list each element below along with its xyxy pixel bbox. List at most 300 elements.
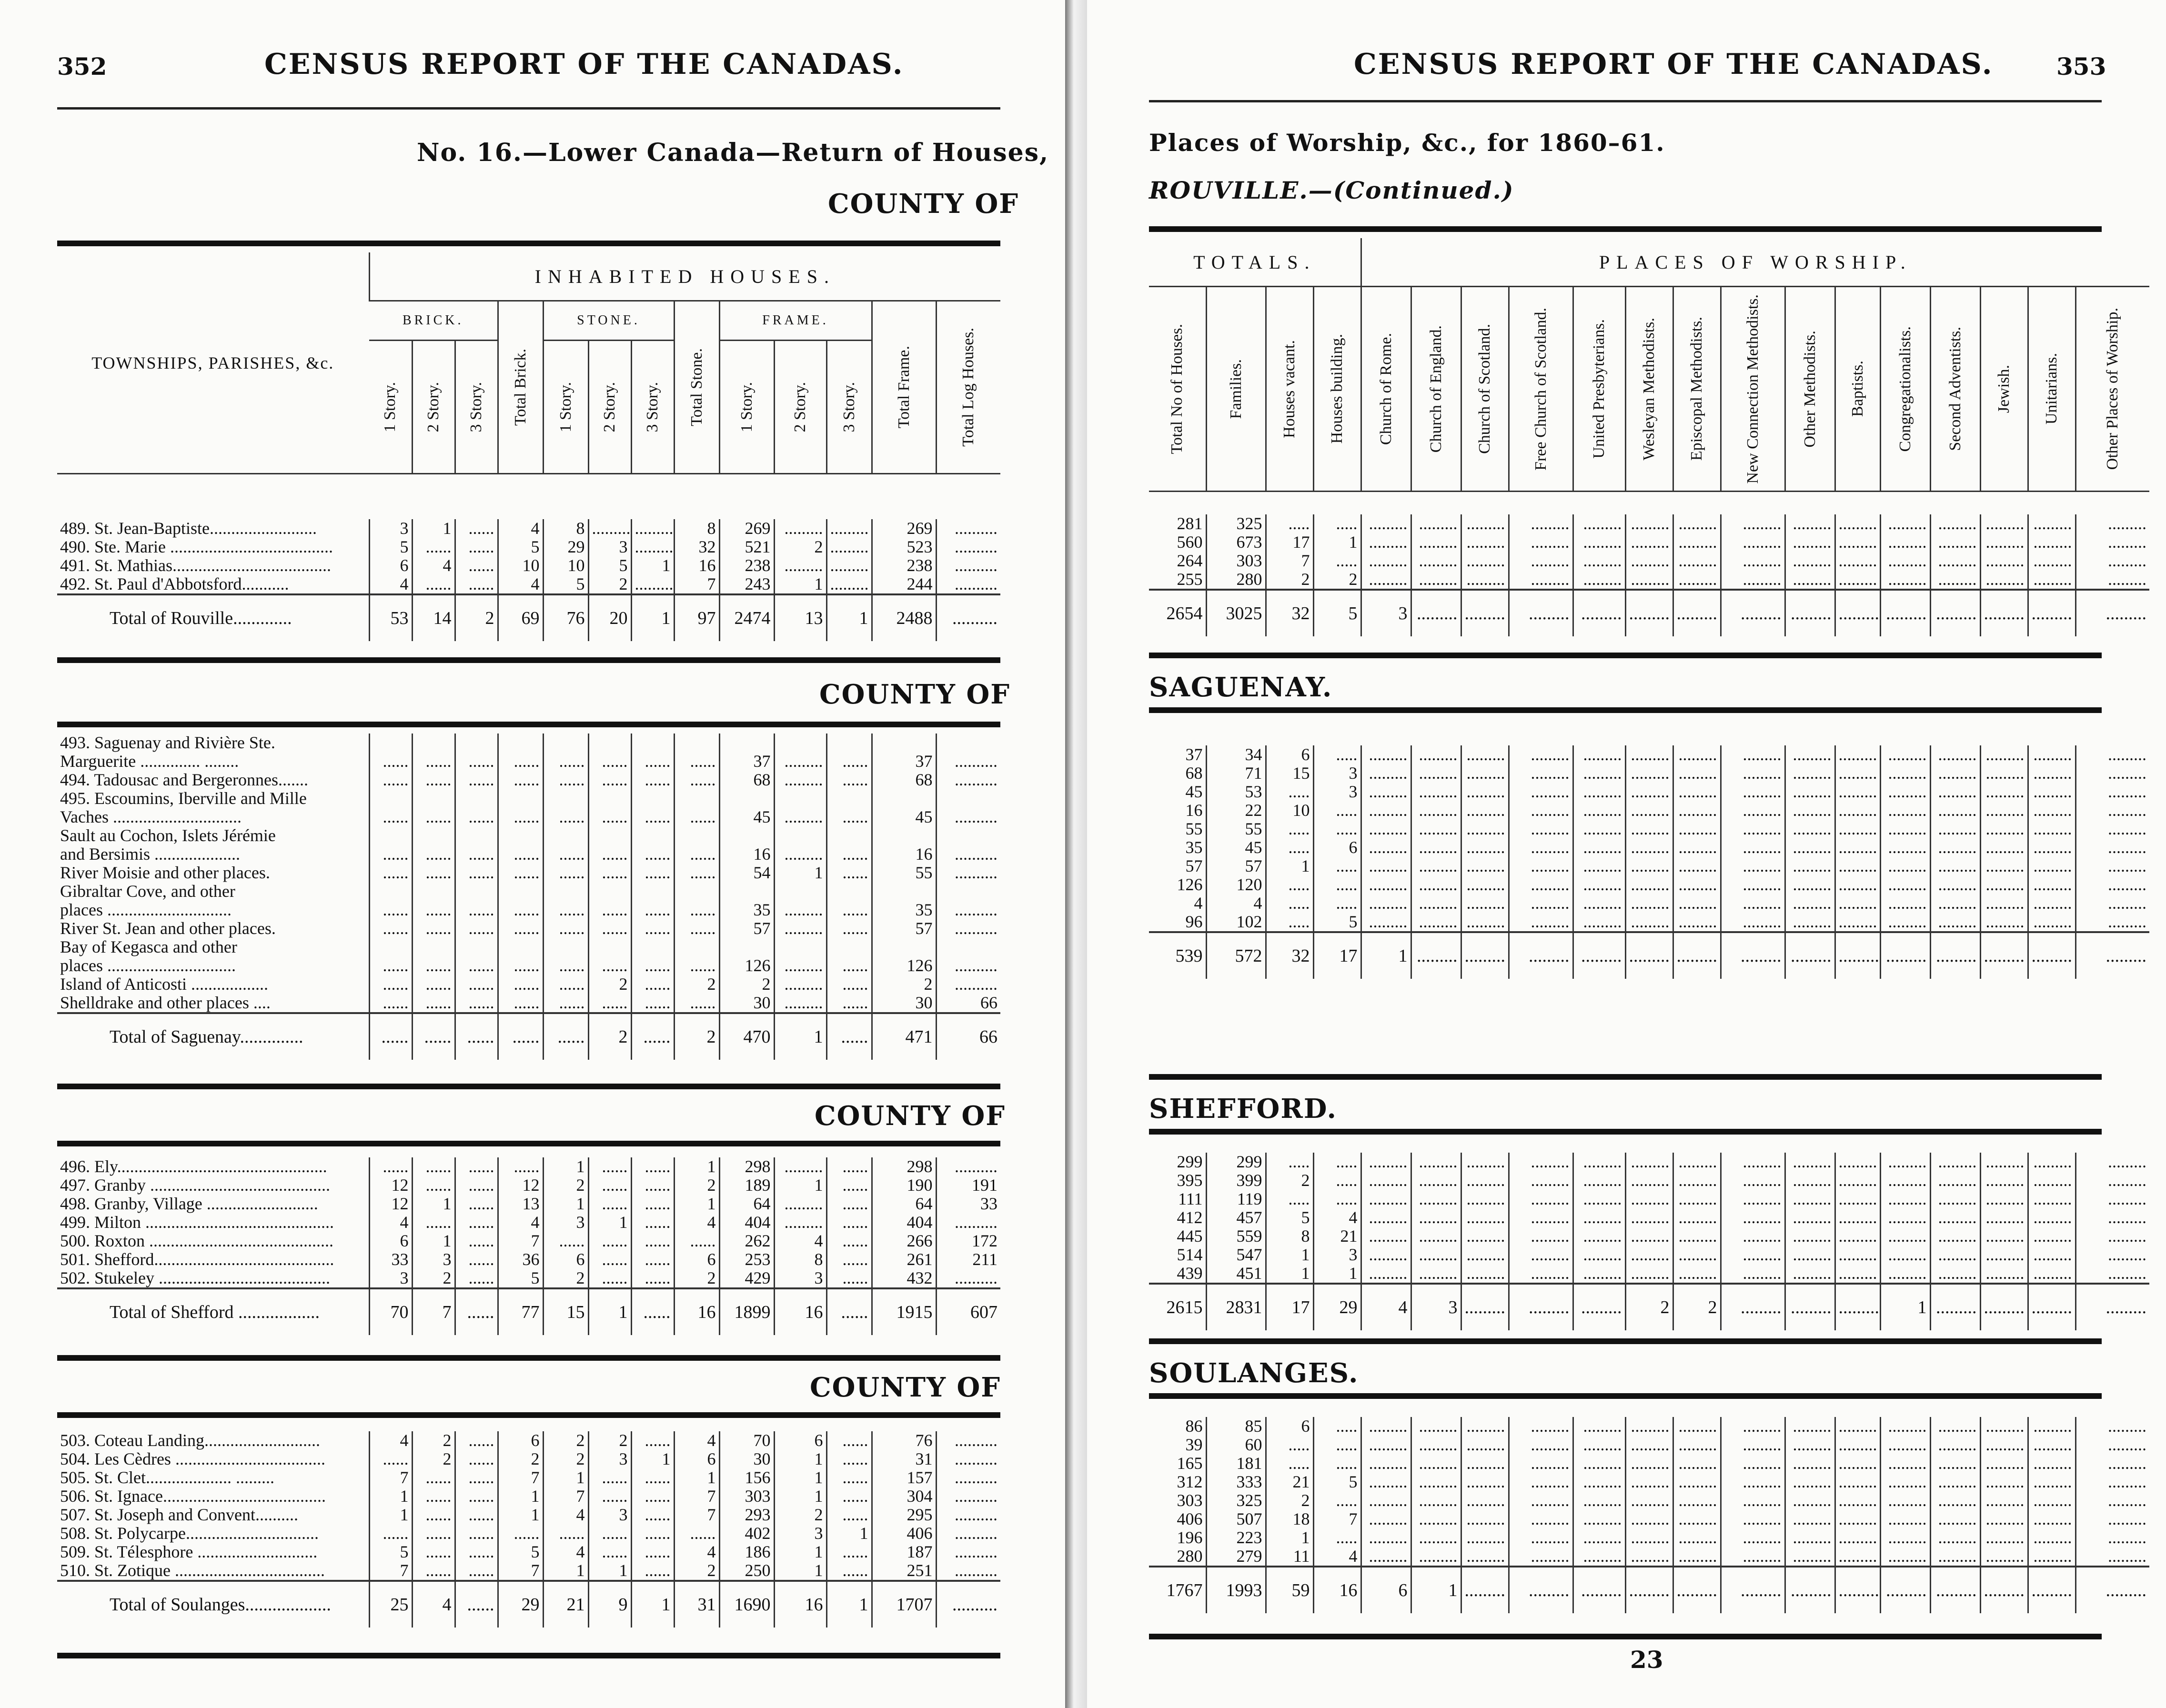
cell: 250 [719, 1561, 774, 1581]
empty-cell: ......... [2075, 1246, 2149, 1264]
empty-cell: ......... [1835, 1153, 1880, 1171]
frame-3-story-header: 3 Story. [840, 382, 858, 432]
empty-cell: ......... [2075, 932, 2149, 979]
empty-cell: ......... [1625, 1528, 1673, 1547]
cell: ...... [455, 1157, 498, 1176]
cell: .......... [936, 1487, 1000, 1506]
cell: 1 [498, 1487, 543, 1506]
block-rule [57, 1141, 1000, 1146]
empty-cell: ......... [1835, 1491, 1880, 1510]
empty-cell: ......... [1785, 1473, 1835, 1491]
places-of-worship-header: PLACES OF WORSHIP. [1361, 238, 2149, 287]
cell: ..... [1313, 820, 1361, 838]
empty-cell: ......... [1673, 1510, 1721, 1528]
empty-cell: ......... [1980, 1190, 2028, 1208]
cell [826, 789, 872, 808]
cell: 5 [1266, 1208, 1313, 1227]
empty-cell: ......... [1673, 894, 1721, 913]
empty-cell: ......... [1673, 764, 1721, 783]
cell: 1 [369, 1487, 412, 1506]
total-cell: 1 [588, 1288, 631, 1335]
empty-cell: ......... [1721, 764, 1785, 783]
row-label: River St. Jean and other places. [60, 919, 276, 938]
cell: ...... [412, 1543, 455, 1561]
empty-cell: ......... [1361, 801, 1411, 820]
cell: 7 [1266, 552, 1313, 570]
empty-cell: ......... [2028, 894, 2075, 913]
cell: 1 [1266, 1246, 1313, 1264]
empty-cell: ......... [1411, 533, 1461, 552]
total-cell: 2615 [1149, 1284, 1206, 1330]
cell: 5 [369, 1543, 412, 1561]
empty-cell: ......... [1785, 1246, 1835, 1264]
empty-cell: ......... [1835, 1246, 1880, 1264]
cell: 29 [543, 538, 588, 556]
total-cell: .......... [936, 594, 1000, 641]
cell: 1 [631, 1450, 674, 1468]
empty-cell: ......... [1625, 1567, 1673, 1613]
table-row [1149, 838, 2149, 857]
cell: ...... [412, 1561, 455, 1581]
table-row [57, 1176, 1000, 1195]
empty-cell: ......... [1573, 745, 1625, 764]
cell: ...... [826, 1543, 872, 1561]
row-label: Marguerite .............. ........ [60, 752, 239, 771]
empty-cell: ......... [1930, 1473, 1980, 1491]
cell: 445 [1177, 1227, 1203, 1246]
table-row [57, 1524, 1000, 1543]
page-number-left: 352 [57, 52, 107, 80]
row-label: 509. St. Télesphore ............................ [60, 1543, 318, 1561]
cell: 186 [719, 1543, 774, 1561]
cell [412, 882, 455, 901]
cell: 35 [872, 901, 936, 919]
cell: ...... [674, 771, 719, 789]
total-cell: ...... [369, 1013, 412, 1060]
empty-cell: ......... [1411, 820, 1461, 838]
table-row [1149, 1190, 2149, 1208]
cell: 261 [872, 1250, 936, 1269]
empty-cell: ......... [1411, 1153, 1461, 1171]
total-cell: 69 [498, 594, 543, 641]
cell: 6 [674, 1450, 719, 1468]
cell: 10 [1266, 801, 1313, 820]
cell: ...... [826, 1250, 872, 1269]
table-row [57, 789, 1000, 808]
empty-cell: ......... [1721, 1171, 1785, 1190]
cell: 1 [674, 1157, 719, 1176]
empty-cell: ......... [1673, 1208, 1721, 1227]
cell: 559 [1206, 1227, 1266, 1246]
cell: ...... [588, 1176, 631, 1195]
table-row [57, 826, 1000, 845]
empty-cell: ......... [1930, 913, 1980, 932]
empty-cell: ......... [1930, 745, 1980, 764]
cell: 2 [1266, 1491, 1313, 1510]
empty-cell: ......... [1573, 764, 1625, 783]
empty-cell: ......... [1980, 514, 2028, 533]
cell: 30 [719, 994, 774, 1013]
empty-cell: ......... [1625, 1153, 1673, 1171]
empty-cell: ......... [1930, 1510, 1980, 1528]
cell: 126 [1177, 875, 1203, 894]
cell: 673 [1206, 533, 1266, 552]
cell: ......... [774, 556, 826, 575]
table-row [57, 845, 1000, 864]
total-row [57, 1013, 1000, 1060]
total-row [1149, 1567, 2149, 1613]
table-row [57, 1195, 1000, 1213]
empty-cell: ......... [1509, 1190, 1573, 1208]
empty-cell: ......... [1411, 801, 1461, 820]
cell: 2 [412, 1431, 455, 1450]
empty-cell: ......... [1673, 820, 1721, 838]
total-cell: ...... [455, 1013, 498, 1060]
empty-cell: ......... [1721, 1547, 1785, 1567]
empty-cell: ......... [2075, 894, 2149, 913]
cell [455, 789, 498, 808]
table-row [57, 864, 1000, 882]
table-row [1149, 1264, 2149, 1284]
cell: ...... [412, 1468, 455, 1487]
empty-cell: ......... [1461, 820, 1509, 838]
empty-cell: ......... [1673, 514, 1721, 533]
empty-cell: ......... [1411, 590, 1461, 636]
table-row [1149, 875, 2149, 894]
row-label: 505. St. Clet.................... ......... [60, 1468, 275, 1487]
total-cell: 32 [1266, 590, 1313, 636]
total-row [57, 594, 1000, 641]
rouville-worship-block [1149, 514, 2149, 636]
empty-cell: ......... [1461, 590, 1509, 636]
empty-cell: ......... [1625, 932, 1673, 979]
empty-cell: ......... [1509, 1417, 1573, 1436]
cell: 64 [719, 1195, 774, 1213]
worship-col-header: United Presbyterians. [1590, 319, 1608, 459]
empty-cell: ......... [1673, 1547, 1721, 1567]
cell: 165 [1177, 1454, 1203, 1473]
block-rule [1149, 1393, 2102, 1399]
empty-cell: ......... [1509, 1208, 1573, 1227]
cell: 191 [936, 1176, 1000, 1195]
empty-cell: ......... [1980, 1417, 2028, 1436]
cell: .......... [936, 1561, 1000, 1581]
table-row [57, 1250, 1000, 1269]
cell: 2 [674, 975, 719, 994]
cell: ...... [498, 752, 543, 771]
cell: 5 [1313, 913, 1361, 932]
row-label: 498. Granby, Village .......................... [60, 1195, 318, 1213]
empty-cell: ......... [2075, 1567, 2149, 1613]
empty-cell: ......... [1980, 1153, 2028, 1171]
empty-cell: ......... [1625, 552, 1673, 570]
table-row [1149, 913, 2149, 932]
cell [631, 789, 674, 808]
total-cell: ...... [543, 1013, 588, 1060]
cell: ...... [543, 771, 588, 789]
empty-cell: ......... [1411, 838, 1461, 857]
empty-cell: ......... [2028, 745, 2075, 764]
cell: ...... [588, 1232, 631, 1250]
empty-cell: ......... [1625, 1473, 1673, 1491]
cell [936, 938, 1000, 956]
table-row [1149, 783, 2149, 801]
cell: 68 [1185, 764, 1203, 783]
row-label: 500. Roxton ........................................... [60, 1232, 334, 1250]
cell: ......... [774, 1157, 826, 1176]
table-row [57, 975, 1000, 994]
cell: ...... [369, 994, 412, 1013]
cell: 6 [1266, 1417, 1313, 1436]
cell: ...... [588, 864, 631, 882]
empty-cell: ......... [1721, 590, 1785, 636]
empty-cell: ......... [1835, 1417, 1880, 1436]
cell: ...... [455, 771, 498, 789]
cell: ...... [455, 1468, 498, 1487]
cell: ...... [498, 1524, 543, 1543]
cell: 196 [1177, 1528, 1203, 1547]
cell [826, 938, 872, 956]
empty-cell: ......... [1930, 1264, 1980, 1284]
empty-cell: ......... [1461, 1264, 1509, 1284]
empty-cell: ......... [1573, 1454, 1625, 1473]
cell: ......... [774, 901, 826, 919]
empty-cell: ......... [1785, 913, 1835, 932]
empty-cell: ......... [1721, 1284, 1785, 1330]
empty-cell: ......... [1673, 838, 1721, 857]
total-row [1149, 1284, 2149, 1330]
cell: 404 [872, 1213, 936, 1232]
empty-cell: ......... [2028, 1190, 2075, 1208]
empty-cell: ......... [1461, 1510, 1509, 1528]
cell: ...... [455, 575, 498, 594]
empty-cell: ......... [1625, 1171, 1673, 1190]
empty-cell: ......... [1930, 764, 1980, 783]
cell: ..... [1313, 745, 1361, 764]
row-label: 493. Saguenay and Rivière Ste. [60, 733, 275, 752]
cell: ...... [826, 919, 872, 938]
cell: 429 [719, 1269, 774, 1288]
empty-cell: ......... [1361, 552, 1411, 570]
cell: ...... [455, 1487, 498, 1506]
empty-cell: ......... [1785, 552, 1835, 570]
cell: ...... [543, 1524, 588, 1543]
cell: 55 [1206, 820, 1266, 838]
worship-col-header: Houses vacant. [1280, 340, 1298, 438]
cell: 3 [412, 1250, 455, 1269]
empty-cell: ......... [2075, 1473, 2149, 1491]
empty-cell: ......... [1880, 745, 1930, 764]
empty-cell: ......... [1880, 533, 1930, 552]
empty-cell: ......... [1721, 1153, 1785, 1171]
empty-cell: ......... [2028, 1284, 2075, 1330]
cell: 54 [719, 864, 774, 882]
cell: ...... [588, 752, 631, 771]
cell: 1 [412, 519, 455, 538]
cell: ...... [412, 901, 455, 919]
table-row [57, 1232, 1000, 1250]
total-cell: 17 [1266, 1284, 1313, 1330]
empty-cell: ......... [1880, 894, 1930, 913]
cell: ...... [826, 1561, 872, 1581]
cell: 11 [1266, 1547, 1313, 1567]
worship-col-header: Church of Rome. [1377, 332, 1395, 445]
empty-cell: ......... [1361, 1417, 1411, 1436]
empty-cell: ......... [1721, 783, 1785, 801]
cell: 17 [1266, 533, 1313, 552]
empty-cell: ......... [1980, 783, 2028, 801]
empty-cell: ......... [1573, 552, 1625, 570]
cell: ......... [774, 956, 826, 975]
cell [872, 826, 936, 845]
empty-cell: ......... [1880, 1510, 1930, 1528]
cell: ..... [1313, 1417, 1361, 1436]
left-page [0, 0, 1065, 1708]
total-cell: 2831 [1206, 1284, 1266, 1330]
cell: 1 [774, 1450, 826, 1468]
total-cell: ...... [826, 1013, 872, 1060]
cell: ...... [369, 808, 412, 826]
cell: ...... [674, 808, 719, 826]
cell: 253 [719, 1250, 774, 1269]
cell [412, 789, 455, 808]
cell: 190 [872, 1176, 936, 1195]
cell: ...... [631, 864, 674, 882]
cell: .......... [936, 1269, 1000, 1288]
empty-cell: ......... [1721, 1454, 1785, 1473]
empty-cell: ......... [1785, 1454, 1835, 1473]
row-label: 490. Ste. Marie ...................................... [60, 538, 333, 556]
empty-cell: ......... [1980, 1208, 2028, 1227]
cell: 181 [1206, 1454, 1266, 1473]
empty-cell: ......... [1509, 932, 1573, 979]
cell: 172 [936, 1232, 1000, 1250]
cell: ...... [588, 1157, 631, 1176]
block-rule [57, 1084, 1000, 1089]
cell: ......... [826, 556, 872, 575]
cell: 251 [872, 1561, 936, 1581]
empty-cell: ......... [1930, 1491, 1980, 1510]
total-cell: 1690 [719, 1581, 774, 1628]
cell: 1 [1266, 1528, 1313, 1547]
cell: 60 [1206, 1436, 1266, 1454]
cell: 3 [1313, 1246, 1361, 1264]
cell: 3 [588, 1450, 631, 1468]
row-label: 503. Coteau Landing........................... [60, 1431, 320, 1450]
empty-cell: ......... [2075, 1227, 2149, 1246]
total-cell: 539 [1149, 932, 1206, 979]
cell: ...... [369, 1157, 412, 1176]
cell: ...... [369, 956, 412, 975]
empty-cell: ......... [1880, 932, 1930, 979]
empty-cell: ......... [1835, 570, 1880, 590]
cell: ...... [631, 771, 674, 789]
empty-cell: ......... [1785, 838, 1835, 857]
empty-cell: ......... [1980, 1227, 2028, 1246]
cell: 5 [1313, 1473, 1361, 1491]
worship-col-header: Church of England. [1427, 325, 1445, 453]
empty-cell: ......... [1980, 764, 2028, 783]
empty-cell: ......... [1721, 801, 1785, 820]
cell: ...... [455, 994, 498, 1013]
cell: 5 [543, 575, 588, 594]
cell: 45 [1206, 838, 1266, 857]
cell: 55 [872, 864, 936, 882]
empty-cell: ......... [1785, 1491, 1835, 1510]
cell: ...... [369, 901, 412, 919]
empty-cell: ......... [1509, 783, 1573, 801]
empty-cell: ......... [1509, 801, 1573, 820]
worship-col-header: Episcopal Methodists. [1688, 317, 1706, 461]
empty-cell: ......... [1930, 838, 1980, 857]
empty-cell: ......... [1930, 1190, 1980, 1208]
cell: ...... [631, 1561, 674, 1581]
empty-cell: ......... [1573, 913, 1625, 932]
empty-cell: ......... [2028, 1227, 2075, 1246]
cell: ...... [826, 1487, 872, 1506]
empty-cell: ......... [1835, 1227, 1880, 1246]
cell: 3 [588, 1506, 631, 1524]
cell [826, 826, 872, 845]
cell: 4 [369, 575, 412, 594]
table-row [57, 882, 1000, 901]
empty-cell: ......... [1573, 1171, 1625, 1190]
cell: 3 [588, 538, 631, 556]
cell: 111 [1178, 1190, 1203, 1208]
empty-cell: ......... [1361, 783, 1411, 801]
cell: 7 [369, 1561, 412, 1581]
empty-cell: ......... [1880, 801, 1930, 820]
empty-cell: ......... [1625, 783, 1673, 801]
total-cell: 1993 [1206, 1567, 1266, 1613]
cell: 457 [1206, 1208, 1266, 1227]
table-row [1149, 820, 2149, 838]
cell: ...... [631, 1487, 674, 1506]
total-cell: 1 [631, 594, 674, 641]
empty-cell: ......... [1785, 1190, 1835, 1208]
cell: 4 [1206, 894, 1266, 913]
row-label: 499. Milton ............................................ [60, 1213, 334, 1232]
cell: ..... [1313, 857, 1361, 875]
cell: 53 [1206, 783, 1266, 801]
empty-cell: ......... [1625, 1190, 1673, 1208]
empty-cell: ......... [1361, 913, 1411, 932]
empty-cell: ......... [1980, 1510, 2028, 1528]
empty-cell: ......... [1880, 1436, 1930, 1454]
cell: 3 [543, 1213, 588, 1232]
empty-cell: ......... [1980, 552, 2028, 570]
empty-cell: ......... [1980, 838, 2028, 857]
cell: .......... [936, 556, 1000, 575]
frame-1-story-header: 1 Story. [737, 382, 756, 432]
cell: 269 [719, 519, 774, 538]
total-cell: 29 [1313, 1284, 1361, 1330]
empty-cell: ......... [2028, 1510, 2075, 1528]
saguenay-block [57, 733, 1000, 1060]
cell: ...... [588, 994, 631, 1013]
empty-cell: ......... [1835, 1567, 1880, 1613]
empty-cell: ......... [1880, 1417, 1930, 1436]
worship-col-header: Congregationalists. [1896, 326, 1914, 452]
empty-cell: ......... [1361, 570, 1411, 590]
empty-cell: ......... [1625, 875, 1673, 894]
table-row [57, 1468, 1000, 1487]
empty-cell: ......... [1835, 1510, 1880, 1528]
total-cell: ...... [631, 1013, 674, 1060]
total-cell: 4 [412, 1581, 455, 1628]
empty-cell: ......... [1573, 1284, 1625, 1330]
empty-cell: ......... [1930, 1227, 1980, 1246]
